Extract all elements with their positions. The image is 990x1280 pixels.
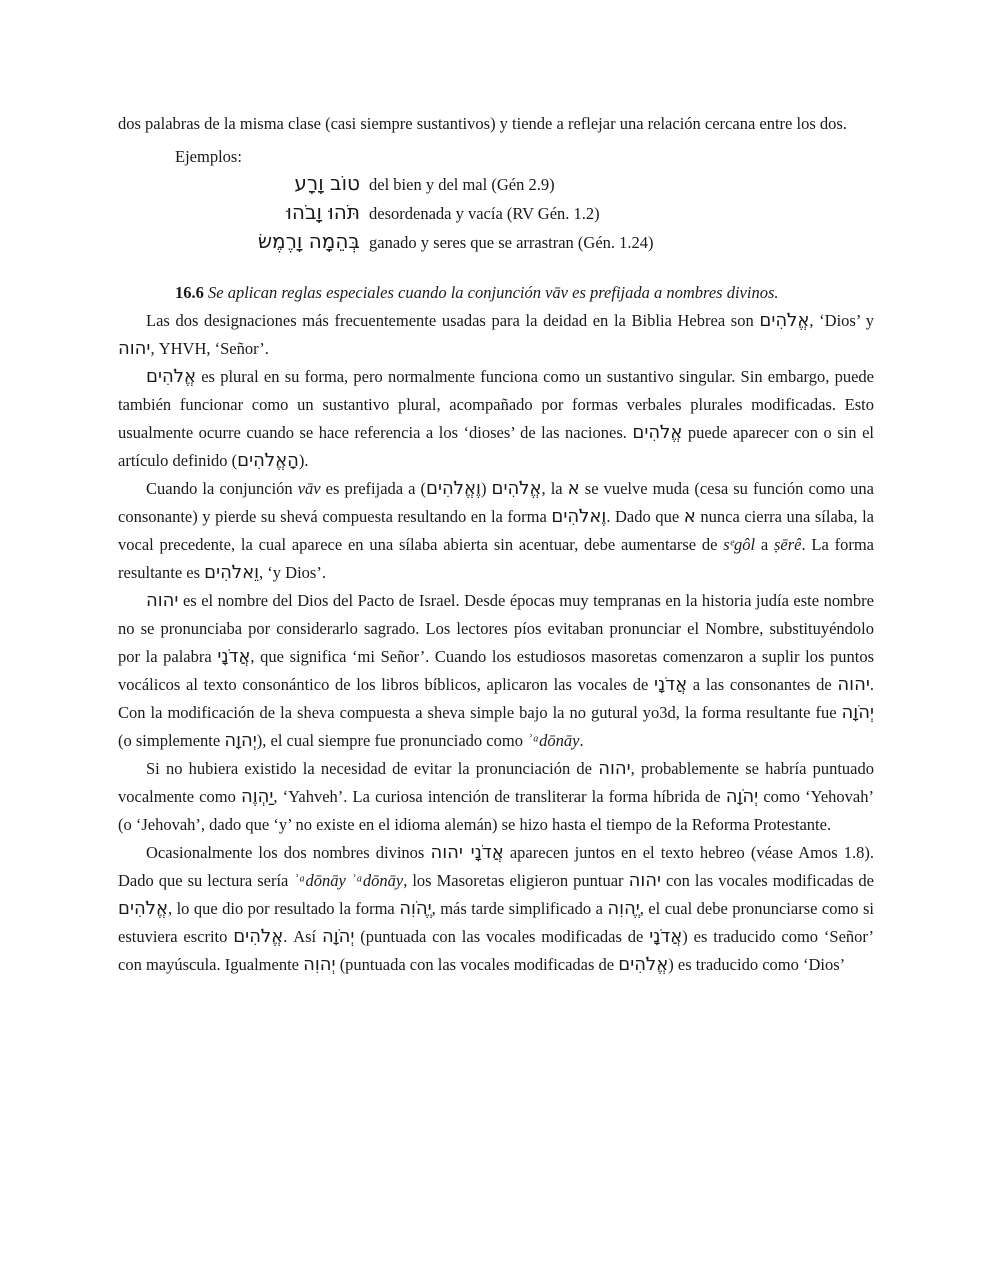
paragraph-yahveh: Si no hubiera existido la necesidad de evitar la pronunciación de יהוה, probablemente se habría puntuado vocalmente como יַהְוֶה, ‘Yahveh’. La curiosa intención de transliterar la forma híbrida de יְהֹוָה como ‘Yehovah’ (o ‘Jehovah’, dado que ‘y’ no existe en el idioma alemán) se hizo hasta el tiempo de la Reforma Protestante. [118,758,875,834]
paragraph-vav-prefijada: Cuando la conjunción vāv es prefijada a אֱלֹהִים (וֶאֱלֹהִים), la א se vuelve muda (cesa su función como una consonante) y pierde su shevá compuesta resultando en la forma וֶאלֹהִים. Dado que א nunca cierra una sílaba, la vocal precedente, la cual aparece en una sílaba abierta sin acentuar, debe aumentarse de sᵉgôl a ṣērê. La forma resultante es וֵאלֹהִים, ‘y Dios’. [118,478,874,583]
paragraph-designaciones: Las dos designaciones más frecuentemente usadas para la deidad en la Biblia Hebrea son אֱלֹהִים, ‘Dios’ y יהוה, YHVH, ‘Señor’. [118,310,874,359]
paragraph-elohim: אֱלֹהִים es plural en su forma, pero normalmente funciona como un sustantivo singular. Sin embargo, puede también funcionar como un sustantivo plural, acompañado por formas verbales plurales modificadas. Esto usualmente ocurre cuando se hace referencia a los ‘dioses’ de las naciones. אֱלֹהִים puede aparecer con o sin el artículo definido (הָאֱלֹהִים). [118,366,874,471]
example-gloss: ganado y seres que se arrastran (Gén. 1.24) [369,233,654,252]
example-gloss: del bien y del mal (Gén 2.9) [369,175,555,194]
ejemplos-label: Ejemplos: [175,147,242,166]
example-row [118,171,874,200]
paragraph-yhwh-nombre: יהוה es el nombre del Dios del Pacto de Israel. Desde épocas muy tempranas en la historia judía este nombre no se pronunciaba por considerarlo sagrado. Los lectores píos evitaban pronunciar el Nombre, substituyéndolo por la palabra אֲדֹנָי, que significa ‘mi Señor’. Cuando los estudiosos masoretas comenzaron a suplir los puntos vocálicos al texto consonántico de los libros bíblicos, aplicaron las vocales de אֲדֹנָי a las consonantes de יהוה. Con la modificación de la sheva compuesta a sheva simple bajo la no gutural yo3d, la forma resultante fue יְהֹוָה (o simplemente יְהוָה), el cual siempre fue pronunciado como ʾᵃdōnāy. [118,590,875,751]
paragraph-nombres-juntos: Ocasionalmente los dos nombres divinos אֲדֹנָי יהוה aparecen juntos en el texto hebreo (véase Amos 1.8). Dado que su lectura sería ʾᵃdōnāy ʾᵃdōnāy, los Masoretas eligieron puntuar יהוה con las vocales modificadas de אֱלֹהִים, lo que dio por resultado la forma יֱהֹוִה, más tarde simplificado a יֱהוִה, el cual debe pronunciarse como si estuviera escrito אֱלֹהִים. Así יְהֹוָה (puntuada con las vocales modificadas de אֲדֹנָי) es traducido como ‘Señor’ con mayúscula. Igualmente יְהוִה (puntuada con las vocales modificadas de אֱלֹהִים) es traducido como ‘Dios’ [118,842,874,975]
example-gloss: desordenada y vacía (RV Gén. 1.2) [369,204,600,223]
examples-table [118,171,874,258]
example-hebrew: טוֹב וָרָע [294,171,360,195]
example-row [118,229,874,258]
example-hebrew: תֹּהוּ וָבֹהוּ [286,200,360,224]
document-page [118,110,874,979]
example-row [118,200,874,229]
intro-paragraph: dos palabras de la misma clase (casi siempre sustantivos) y tiende a reflejar una relación cercana entre los dos. [118,114,847,133]
example-hebrew: בְּהֵמָה וָרֶמֶשׂ [257,229,360,253]
section-heading: 16.6 Se aplican reglas especiales cuando la conjunción vāv es prefijada a nombres divinos. [175,283,779,302]
